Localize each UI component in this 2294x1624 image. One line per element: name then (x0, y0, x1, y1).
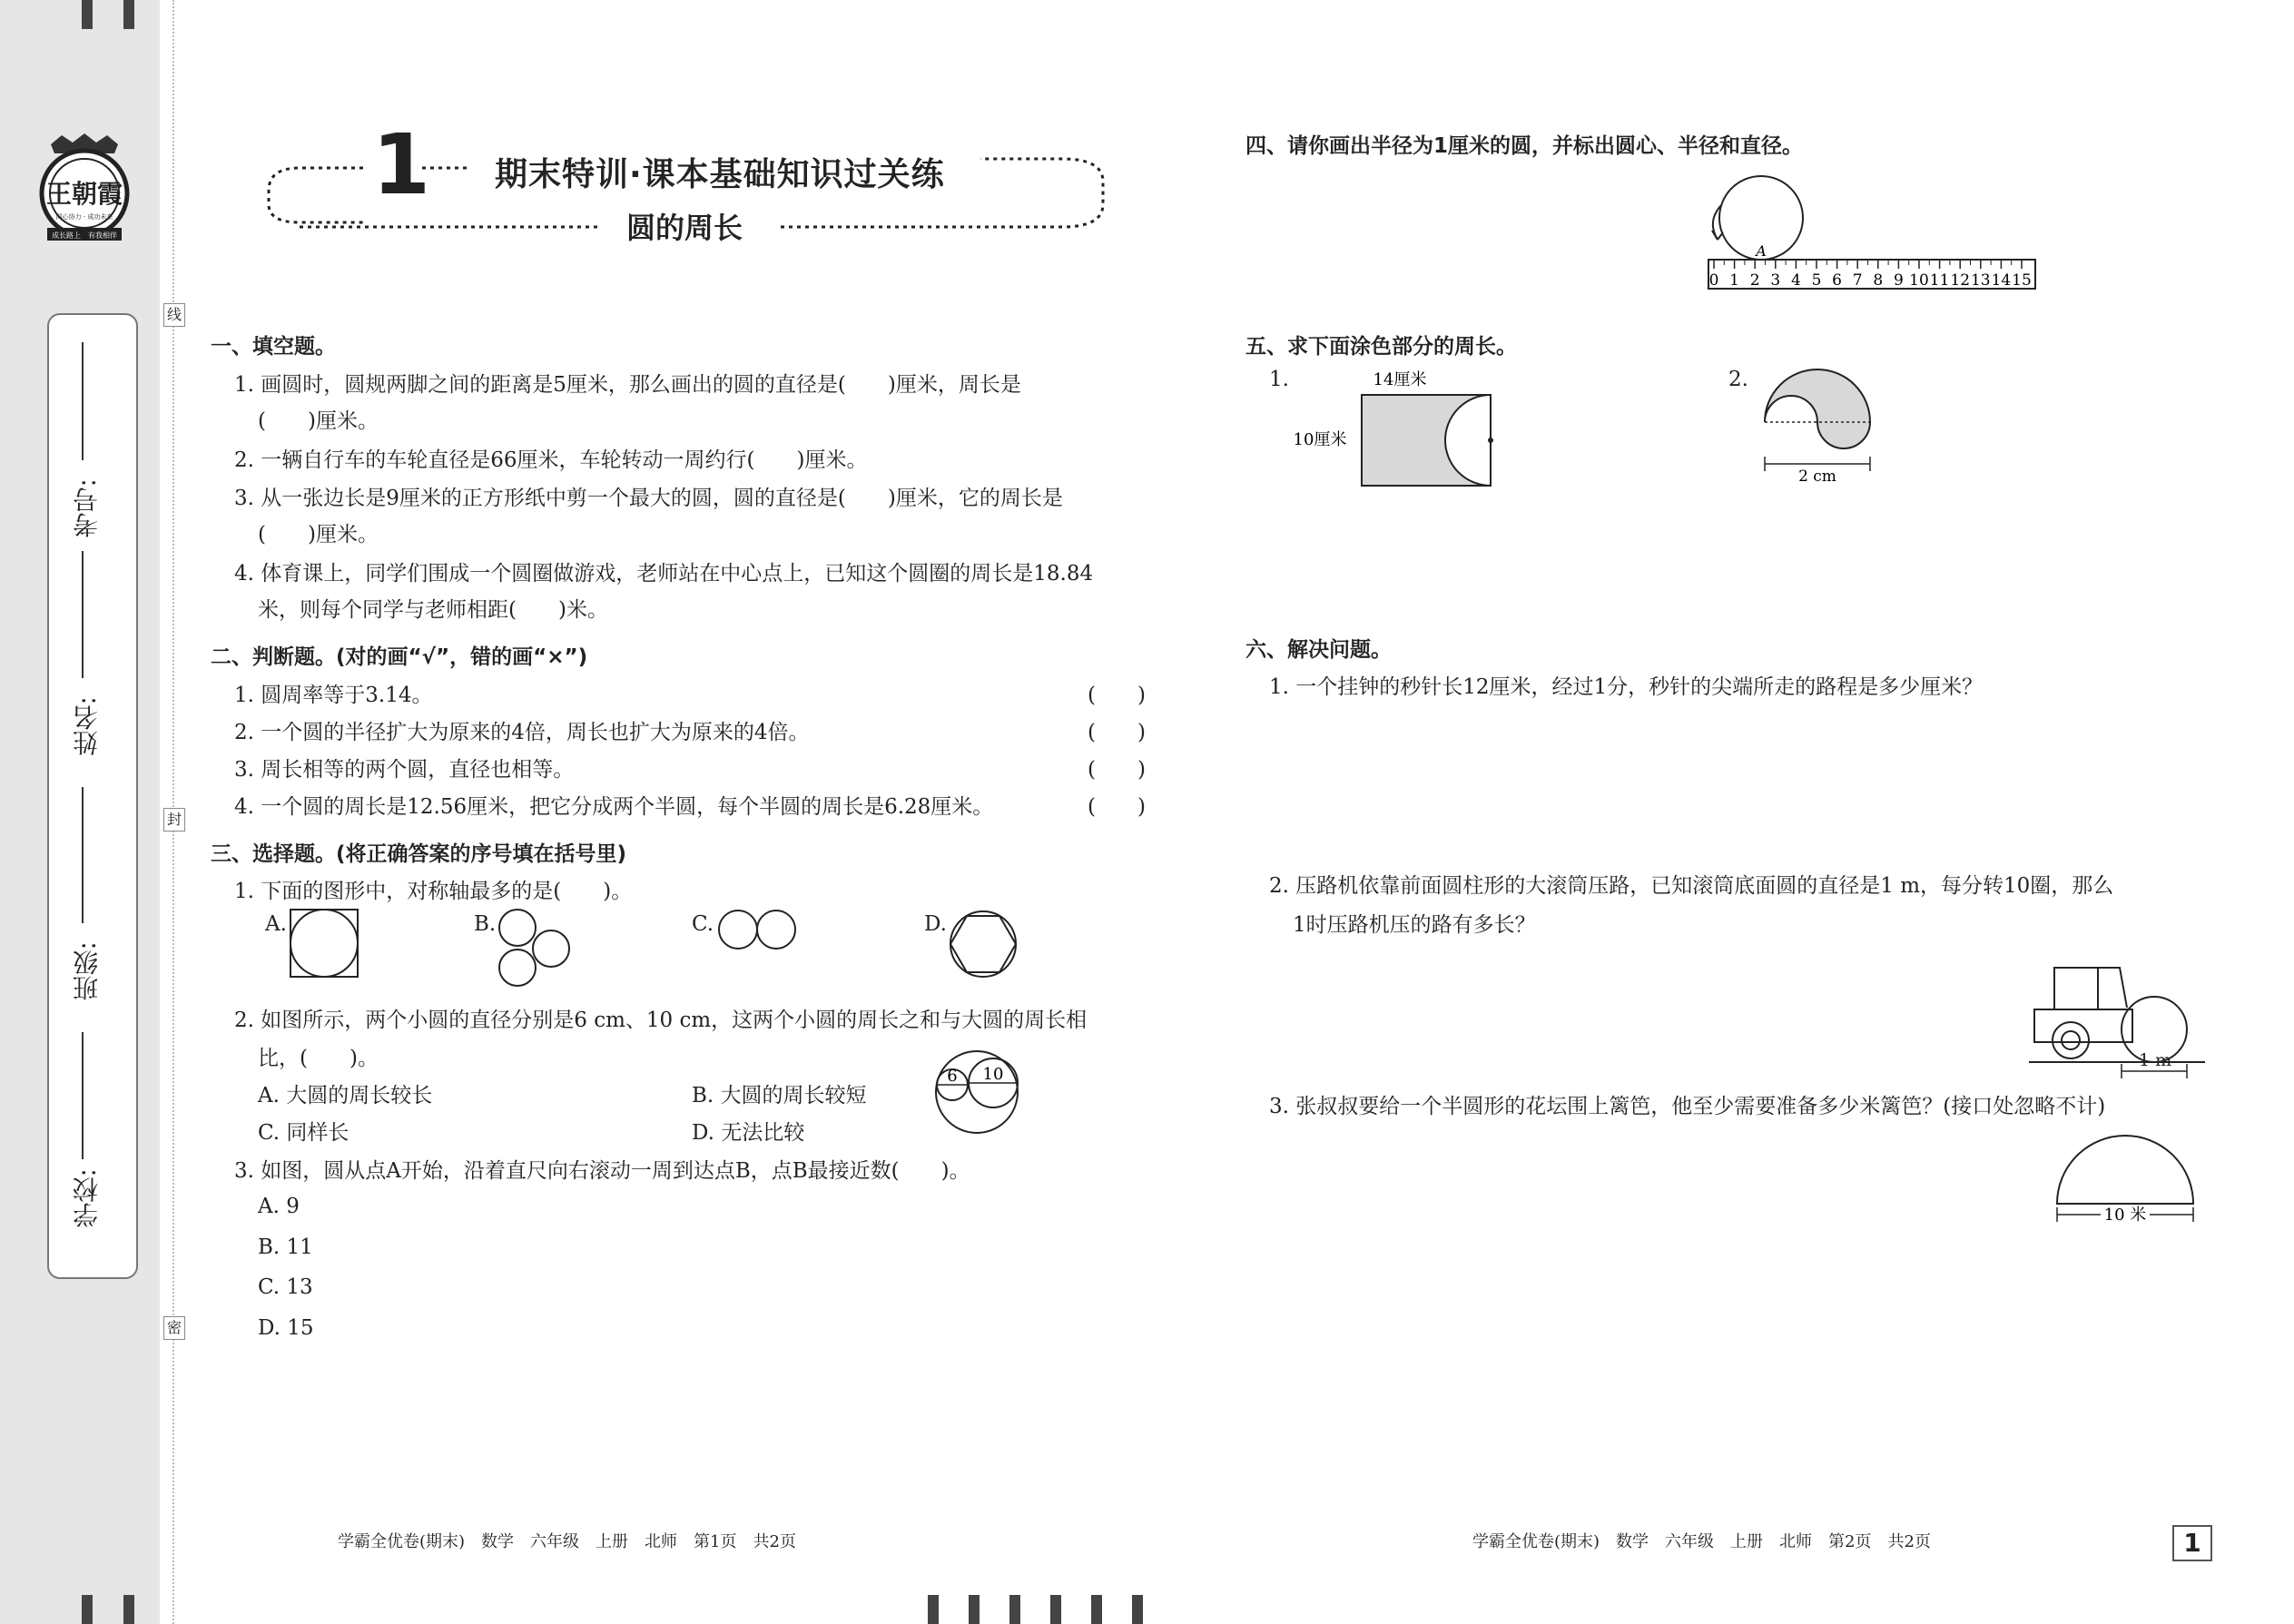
s3-q3-opt-b: B. 11 (258, 1235, 313, 1259)
s6-q2-line1: 2. 压路机依靠前面圆柱形的大滚筒压路，已知滚筒底面圆的直径是1 m，每分转10圈，那么 (1269, 874, 2114, 898)
svg-text:成长路上: 成长路上 (52, 231, 81, 240)
ruler-tick-label: 2 (1749, 271, 1760, 290)
ruler-tick-label: 5 (1811, 271, 1822, 290)
field-class-line[interactable] (82, 787, 84, 923)
s6-q2-fig-label: 1 m (2139, 1050, 2172, 1070)
s2-item-4: 4. 一个圆的周长是12.56厘米，把它分成两个半圆，每个半圆的周长是6.28厘米。 (234, 795, 994, 819)
title-banner (263, 116, 1108, 245)
ruler-tick-label: 7 (1852, 271, 1863, 290)
field-name-label: 姓名: (72, 696, 102, 756)
ruler-tick-label: 6 (1832, 271, 1843, 290)
s3-q3: 3. 如图，圆从点A开始，沿着直尺向右滚动一周到达点B，点B最接近数( )。 (234, 1159, 970, 1183)
s5-fig2-number: 2. (1728, 368, 1748, 391)
section3-heading: 三、选择题。(将正确答案的序号填在括号里) (211, 842, 627, 866)
ruler-tick-label: 8 (1873, 271, 1884, 290)
s6-q2-line2: 1时压路机压的路有多长？ (1293, 913, 1536, 937)
s1-q2: 2. 一辆自行车的车轮直径是66厘米，车轮转动一周约行( )厘米。 (234, 448, 868, 472)
s2-answer-paren-2[interactable]: ( ) (1088, 721, 1146, 744)
ruler-tick-label: 11 (1929, 271, 1950, 290)
s3-q2-line2: 比，( )。 (258, 1047, 379, 1070)
field-class-label: 班级: (72, 941, 102, 1001)
field-school-line[interactable] (82, 1032, 84, 1159)
cut-mark-line: 线 (163, 303, 185, 327)
s5-fig1-number: 1. (1269, 368, 1289, 391)
ruler-tick-label: 4 (1790, 271, 1801, 290)
section4-heading: 四、请你画出半径为1厘米的圆，并标出圆心、半径和直径。 (1245, 134, 1804, 158)
s2-item-3: 3. 周长相等的两个圆，直径也相等。 (234, 758, 575, 782)
field-exam-number-label: 考号: (72, 478, 102, 538)
ruler-tick-label: 15 (2012, 271, 2032, 290)
svg-text:有我相伴: 有我相伴 (88, 231, 117, 240)
s3-q1: 1. 下面的图形中，对称轴最多的是( )。 (234, 880, 633, 903)
s1-q1-line1: 1. 画圆时，圆规两脚之间的距离是5厘米，那么画出的圆的直径是( )厘米，周长是 (234, 373, 1021, 397)
field-name-line[interactable] (82, 551, 84, 678)
s1-q3-line2: ( )厘米。 (258, 523, 379, 546)
ruler-tick-label: 0 (1708, 271, 1719, 290)
footer-left: 学霸全优卷(期末) 数学 六年级 上册 北师 第1页 共2页 (338, 1532, 796, 1551)
ruler-tick-label: 13 (1970, 271, 1991, 290)
s6-q3: 3. 张叔叔要给一个半圆形的花坛围上篱笆，他至少需要准备多少米篱笆？(接口处忽略不计) (1269, 1095, 2106, 1118)
s1-q3-line1: 3. 从一张边长是9厘米的正方形纸中剪一个最大的圆，圆的直径是( )厘米，它的周长是 (234, 487, 1063, 510)
student-info-box (47, 313, 138, 1279)
s2-item-2: 2. 一个圆的半径扩大为原来的4倍，周长也扩大为原来的4倍。 (234, 721, 810, 744)
svg-text:王朝霞: 王朝霞 (45, 179, 123, 209)
ruler-tick-label: 1 (1729, 271, 1740, 290)
lesson-number: 1 (372, 116, 431, 213)
ruler-tick-label: 3 (1770, 271, 1781, 290)
s1-q1-line2: ( )厘米。 (258, 409, 379, 433)
s3-q1-fig-c (717, 908, 799, 953)
s3-q2-opt-c: C. 同样长 (258, 1121, 350, 1145)
s3-q1-opt-c-label: C. (692, 912, 714, 936)
svg-text:同心协力 · 成功未来: 同心协力 · 成功未来 (55, 213, 113, 221)
page-subtitle: 圆的周长 (626, 211, 743, 245)
s1-q4-line2: 米，则每个同学与老师相距( )米。 (258, 598, 608, 622)
publisher-logo (34, 132, 134, 241)
svg-text:6: 6 (947, 1067, 958, 1086)
s3-q1-opt-d-label: D. (924, 912, 947, 936)
s4-ruler-figure (1698, 174, 2043, 301)
s1-q4-line1: 4. 体育课上，同学们围成一个圆圈做游戏，老师站在中心点上，已知这个圆圈的周长是18.84 (234, 562, 1094, 586)
s2-answer-paren-4[interactable]: ( ) (1088, 795, 1146, 819)
section5-heading: 五、求下面涂色部分的周长。 (1245, 335, 1517, 359)
page-title: 期末特训·课本基础知识过关练 (495, 156, 945, 193)
section6-heading: 六、解决问题。 (1245, 638, 1392, 662)
ruler-tick-label: 12 (1950, 271, 1971, 290)
field-school-label: 学校: (72, 1168, 102, 1228)
ruler-tick-label: 10 (1909, 271, 1929, 290)
svg-text:2 cm: 2 cm (1798, 468, 1836, 486)
svg-text:10厘米: 10厘米 (1293, 430, 1347, 449)
s3-q2-opt-b: B. 大圆的周长较短 (692, 1084, 867, 1107)
s6-q1: 1. 一个挂钟的秒针长12厘米，经过1分，秒针的尖端所走的路程是多少厘米？ (1269, 675, 1984, 699)
s2-answer-paren-1[interactable]: ( ) (1088, 684, 1146, 707)
ruler-tick-label: 14 (1991, 271, 2012, 290)
page-number-badge: 1 (2172, 1525, 2212, 1561)
s5-fig2 (1752, 359, 1879, 495)
s2-item-1: 1. 圆周率等于3.14。 (234, 684, 433, 707)
svg-text:10: 10 (982, 1065, 1004, 1084)
cut-mark-seal: 封 (163, 808, 185, 832)
s3-q1-fig-a (289, 908, 361, 980)
svg-text:14厘米: 14厘米 (1373, 370, 1427, 389)
svg-text:A: A (1756, 242, 1767, 260)
svg-text:10 米: 10 米 (2103, 1206, 2147, 1222)
s3-q1-opt-a-label: A. (265, 912, 287, 936)
s3-q2-opt-a: A. 大圆的周长较长 (258, 1084, 433, 1107)
s3-q1-fig-d (949, 908, 1021, 980)
footer-right: 学霸全优卷(期末) 数学 六年级 上册 北师 第2页 共2页 (1472, 1532, 1931, 1551)
s2-answer-paren-3[interactable]: ( ) (1088, 758, 1146, 782)
s3-q1-fig-b (495, 908, 576, 989)
s3-q3-opt-d: D. 15 (258, 1316, 314, 1340)
s5-fig1 (1280, 361, 1507, 497)
field-exam-number-line[interactable] (82, 342, 84, 460)
s3-q2-line1: 2. 如图所示，两个小圆的直径分别是6 cm、10 cm，这两个小圆的周长之和与大圆的周长相 (234, 1009, 1088, 1032)
s3-q3-opt-a: A. 9 (258, 1195, 300, 1218)
s6-q3-semicircle-figure (2050, 1131, 2204, 1222)
s3-q2-opt-d: D. 无法比较 (692, 1121, 805, 1145)
s3-q2-figure (933, 1048, 1069, 1139)
s6-q2-roller-figure (2029, 935, 2210, 1080)
s3-q3-opt-c: C. 13 (258, 1275, 313, 1299)
cut-mark-secret: 密 (163, 1316, 185, 1340)
ruler-tick-label: 9 (1893, 271, 1904, 290)
s3-q1-opt-b-label: B. (474, 912, 497, 936)
section2-heading: 二、判断题。(对的画“√”，错的画“×”) (211, 645, 588, 669)
section1-heading: 一、填空题。 (211, 335, 336, 359)
